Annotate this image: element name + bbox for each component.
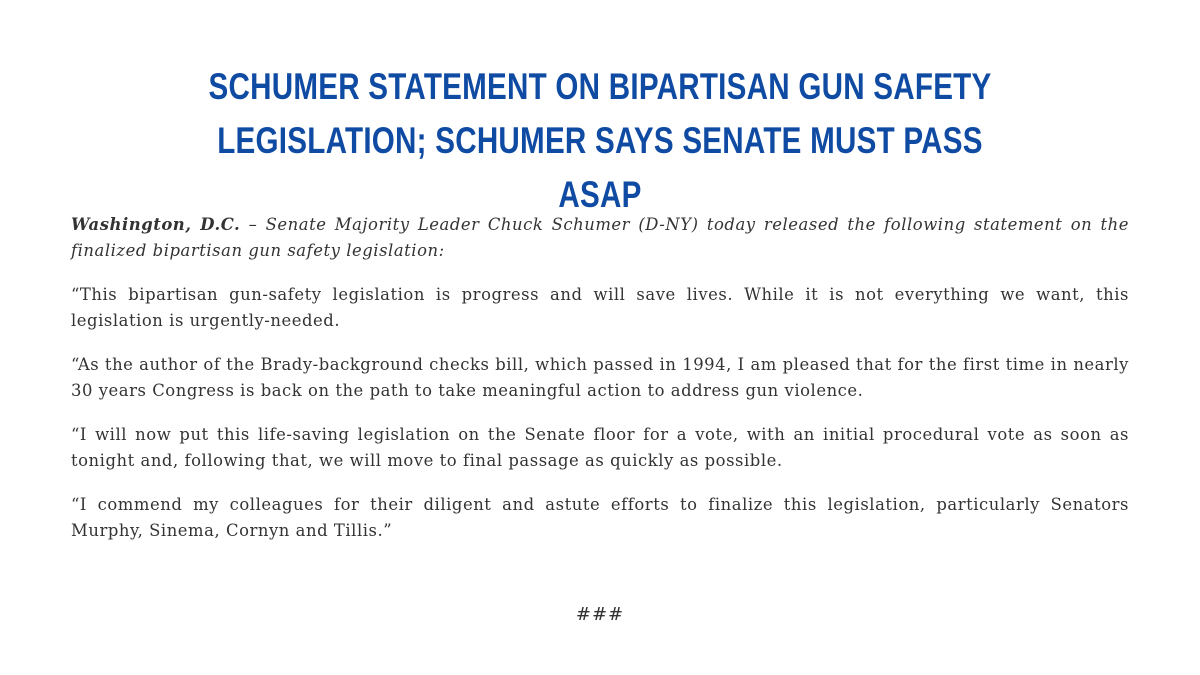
headline-line-2: LEGISLATION; SCHUMER SAYS SENATE MUST PASS ASAP [217, 120, 983, 215]
dateline-location: Washington, D.C. [71, 215, 241, 234]
statement-paragraph-4: “I commend my colleagues for their diligent and astute efforts to finalize this legislation, particularly Senators Murphy, Sinema, Cornyn and Tillis.” [71, 495, 1129, 540]
dateline-intro: Senate Majority Leader Chuck Schumer (D-NY) today released the following statement on the finalized bipartisan gun safety legislation: [71, 215, 1129, 260]
statement-paragraph-2: “As the author of the Brady-background checks bill, which passed in 1994, I am pleased that for the first time in nearly 30 years Congress is back on the path to take meaningful action to address gun violence. [71, 355, 1129, 400]
headline-line-1: SCHUMER STATEMENT ON BIPARTISAN GUN SAFETY [208, 66, 992, 107]
press-release-headline [200, 60, 1000, 222]
dateline-paragraph [71, 212, 1129, 264]
dateline-separator: – [240, 215, 266, 234]
statement-paragraph-3: “I will now put this life-saving legislation on the Senate floor for a vote, with an initial procedural vote as soon as tonight and, following that, we will move to final passage as quickly as possible. [71, 425, 1129, 470]
statement-paragraph-1: “This bipartisan gun-safety legislation is progress and will save lives. While it is not everything we want, this legislation is urgently-needed. [71, 285, 1129, 330]
press-release-body [71, 212, 1129, 562]
end-of-release-mark: ### [575, 604, 625, 625]
